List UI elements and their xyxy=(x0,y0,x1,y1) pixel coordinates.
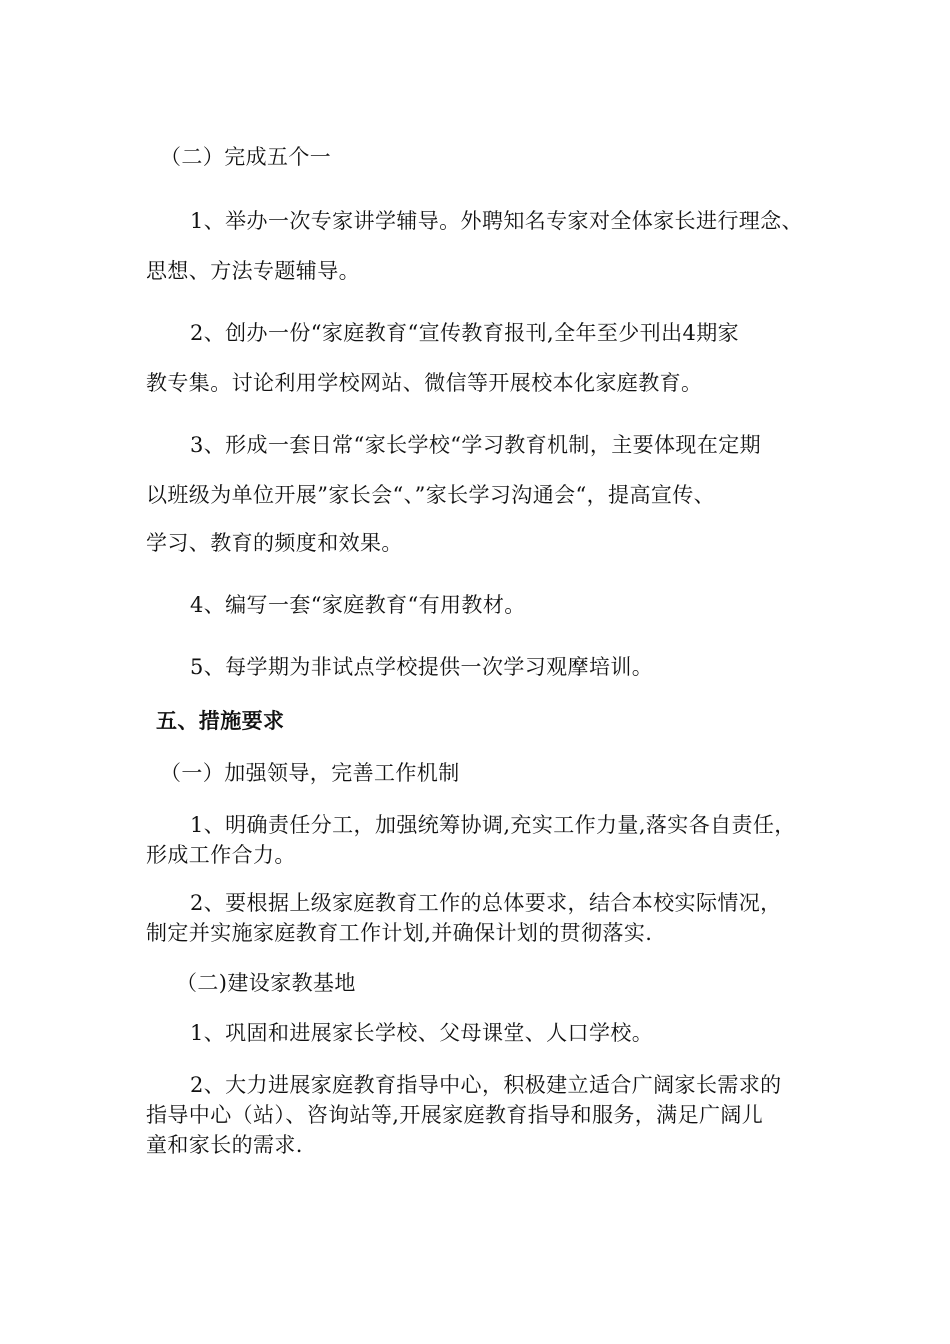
paragraph-line: 5、每学期为非试点学校提供一次学习观摩培训。 xyxy=(190,655,654,679)
paragraph-line: 4、编写一套“家庭教育“有用教材。 xyxy=(190,593,526,617)
paragraph-line: 1、巩固和进展家长学校、父母课堂、人口学校。 xyxy=(190,1021,654,1045)
paragraph-line: 1、明确责任分工，加强统筹协调,充实工作力量,落实各自责任， xyxy=(190,813,796,837)
subsection-title: （二)建设家教基地 xyxy=(176,971,356,995)
paragraph-line: 学习、教育的频度和效果。 xyxy=(146,531,403,555)
subsection-title: （二）完成五个一 xyxy=(160,145,332,169)
paragraph-line: 2、大力进展家庭教育指导中心，积极建立适合广阔家长需求的 xyxy=(190,1073,782,1097)
paragraph-line: 形成工作合力。 xyxy=(146,843,296,867)
paragraph-line: 3、形成一套日常“家长学校“学习教育机制，主要体现在定期 xyxy=(190,433,762,457)
paragraph-line: 以班级为单位开展”家长会“、”家长学习沟通会“，提高宣传、 xyxy=(146,483,716,507)
section-heading: 五、措施要求 xyxy=(156,709,285,733)
paragraph-line: 思想、方法专题辅导。 xyxy=(146,259,360,283)
paragraph-line: 1、举办一次专家讲学辅导。外聘知名专家对全体家长进行理念、 xyxy=(190,209,803,233)
paragraph-line: 制定并实施家庭教育工作计划,并确保计划的贯彻落实. xyxy=(146,921,653,945)
paragraph-line: 教专集。讨论利用学校网站、微信等开展校本化家庭教育。 xyxy=(146,371,703,395)
paragraph-line: 2、创办一份“家庭教育“宣传教育报刊,全年至少刊出4期家 xyxy=(190,321,740,345)
subsection-title: （一）加强领导，完善工作机制 xyxy=(160,761,460,785)
paragraph-line: 童和家长的需求. xyxy=(146,1133,303,1157)
paragraph-line: 指导中心（站）、咨询站等,开展家庭教育指导和服务，满足广阔儿 xyxy=(146,1103,764,1127)
paragraph-line: 2、要根据上级家庭教育工作的总体要求，结合本校实际情况， xyxy=(190,891,782,915)
